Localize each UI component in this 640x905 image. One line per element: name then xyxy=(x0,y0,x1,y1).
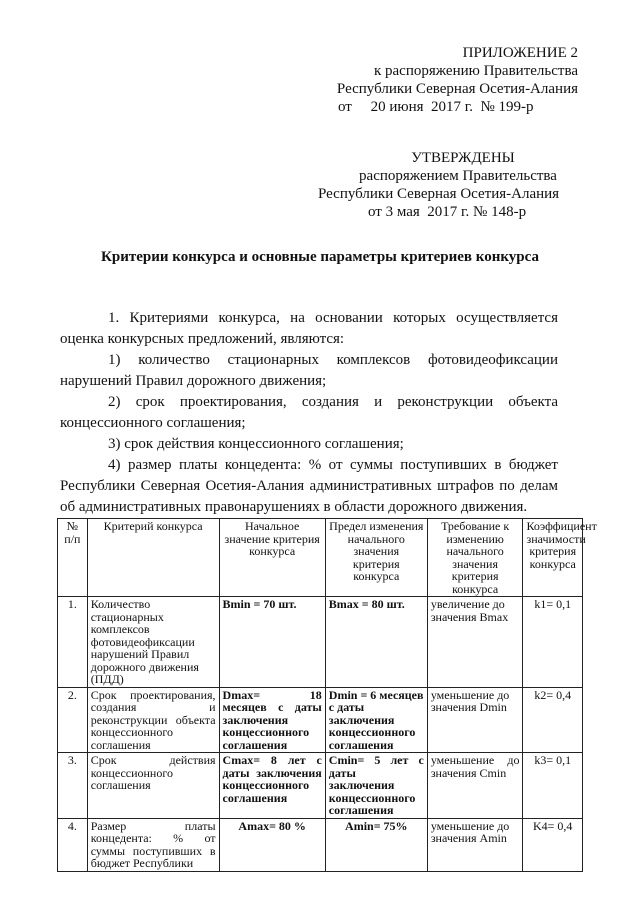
row-criterion: Количество стационарных комплексов фотовидеофиксации нарушений Правил дорожного движения (ПДД) xyxy=(87,597,219,688)
row-initial-value: Dmax= 18 месяцев с даты заключения концессионного соглашения xyxy=(219,687,325,753)
header-criterion: Критерий конкурса xyxy=(87,519,219,597)
row-criterion: Срок проектирования, создания и реконструкции объекта концессионного соглашения xyxy=(87,687,219,753)
paragraph-criterion-2: 2) срок проектирования, создания и реконструкции объекта концессионного соглашения; xyxy=(60,394,558,431)
row-initial-value: Bmin = 70 шт. xyxy=(219,597,325,688)
approved-header xyxy=(318,149,578,221)
row-criterion: Размер платы концедента: % от суммы поступивших в бюджет Республики xyxy=(87,818,219,871)
document-title: Критерии конкурса и основные параметры критериев конкурса xyxy=(101,249,539,265)
appendix-header xyxy=(318,44,578,116)
row-number: 3. xyxy=(58,753,88,819)
row-initial-value: Cmax= 8 лет с даты заключения концессионного соглашения xyxy=(219,753,325,819)
approved-date: от 3 мая 2017 г. № 148-р xyxy=(368,204,527,220)
row-change-limit: Bmax = 80 шт. xyxy=(325,597,427,688)
row-number: 4. xyxy=(58,818,88,871)
appendix-date: от 20 июня 2017 г. № 199-р xyxy=(338,99,534,115)
row-coefficient: K4= 0,4 xyxy=(523,818,583,871)
row-requirement: уменьшение до значения Dmin xyxy=(427,687,523,753)
row-coefficient: k1= 0,1 xyxy=(523,597,583,688)
header-coefficient: Коэффициент значимости критерия конкурса xyxy=(523,519,583,597)
row-coefficient: k2= 0,4 xyxy=(523,687,583,753)
table-row xyxy=(58,687,583,753)
row-coefficient: k3= 0,1 xyxy=(523,753,583,819)
row-requirement: увеличение до значения Bmax xyxy=(427,597,523,688)
row-requirement: уменьшение до значения Cmin xyxy=(427,753,523,819)
table-row xyxy=(58,818,583,871)
header-initial-value: Начальное значение критерия конкурса xyxy=(219,519,325,597)
row-requirement: уменьшение до значения Amin xyxy=(427,818,523,871)
appendix-decree: к распоряжению Правительства xyxy=(373,63,578,79)
paragraph-criterion-3: 3) срок действия концессионного соглашения; xyxy=(108,436,404,452)
row-number: 2. xyxy=(58,687,88,753)
row-initial-value: Amax= 80 % xyxy=(219,818,325,871)
header-number: № п/п xyxy=(58,519,88,597)
header-change-limit: Предел изменения начального значения критерия конкурса xyxy=(325,519,427,597)
row-change-limit: Cmin= 5 лет с даты заключения концессионного соглашения xyxy=(325,753,427,819)
row-change-limit: Dmin = 6 месяцев с даты заключения концессионного соглашения xyxy=(325,687,427,753)
approved-republic: Республики Северная Осетия-Алания xyxy=(318,186,560,202)
appendix-republic: Республики Северная Осетия-Алания xyxy=(336,81,578,97)
paragraph-intro: 1. Критериями конкурса, на основании которых осуществляется оценка конкурсных предложений, являются: xyxy=(60,310,558,347)
row-number: 1. xyxy=(58,597,88,688)
approved-label: УТВЕРЖДЕНЫ xyxy=(411,150,515,166)
table-row xyxy=(58,597,583,688)
header-requirement: Требование к изменению начального значения критерия конкурса xyxy=(427,519,523,597)
row-criterion: Срок действия концессионного соглашения xyxy=(87,753,219,819)
criteria-table xyxy=(57,518,597,872)
table-header-row xyxy=(58,519,583,597)
approved-decree: распоряжением Правительства xyxy=(359,168,557,184)
appendix-label: ПРИЛОЖЕНИЕ 2 xyxy=(462,45,578,61)
table-row xyxy=(58,753,583,819)
paragraph-criterion-4: 4) размер платы концедента: % от суммы поступивших в бюджет Республики Северная Осетия-Алания административных штрафов по делам об административных правонарушениях в области дорожного движения. xyxy=(60,457,558,515)
paragraph-criterion-1: 1) количество стационарных комплексов фотовидеофиксации нарушений Правил дорожного движения; xyxy=(60,352,558,389)
row-change-limit: Amin= 75% xyxy=(325,818,427,871)
